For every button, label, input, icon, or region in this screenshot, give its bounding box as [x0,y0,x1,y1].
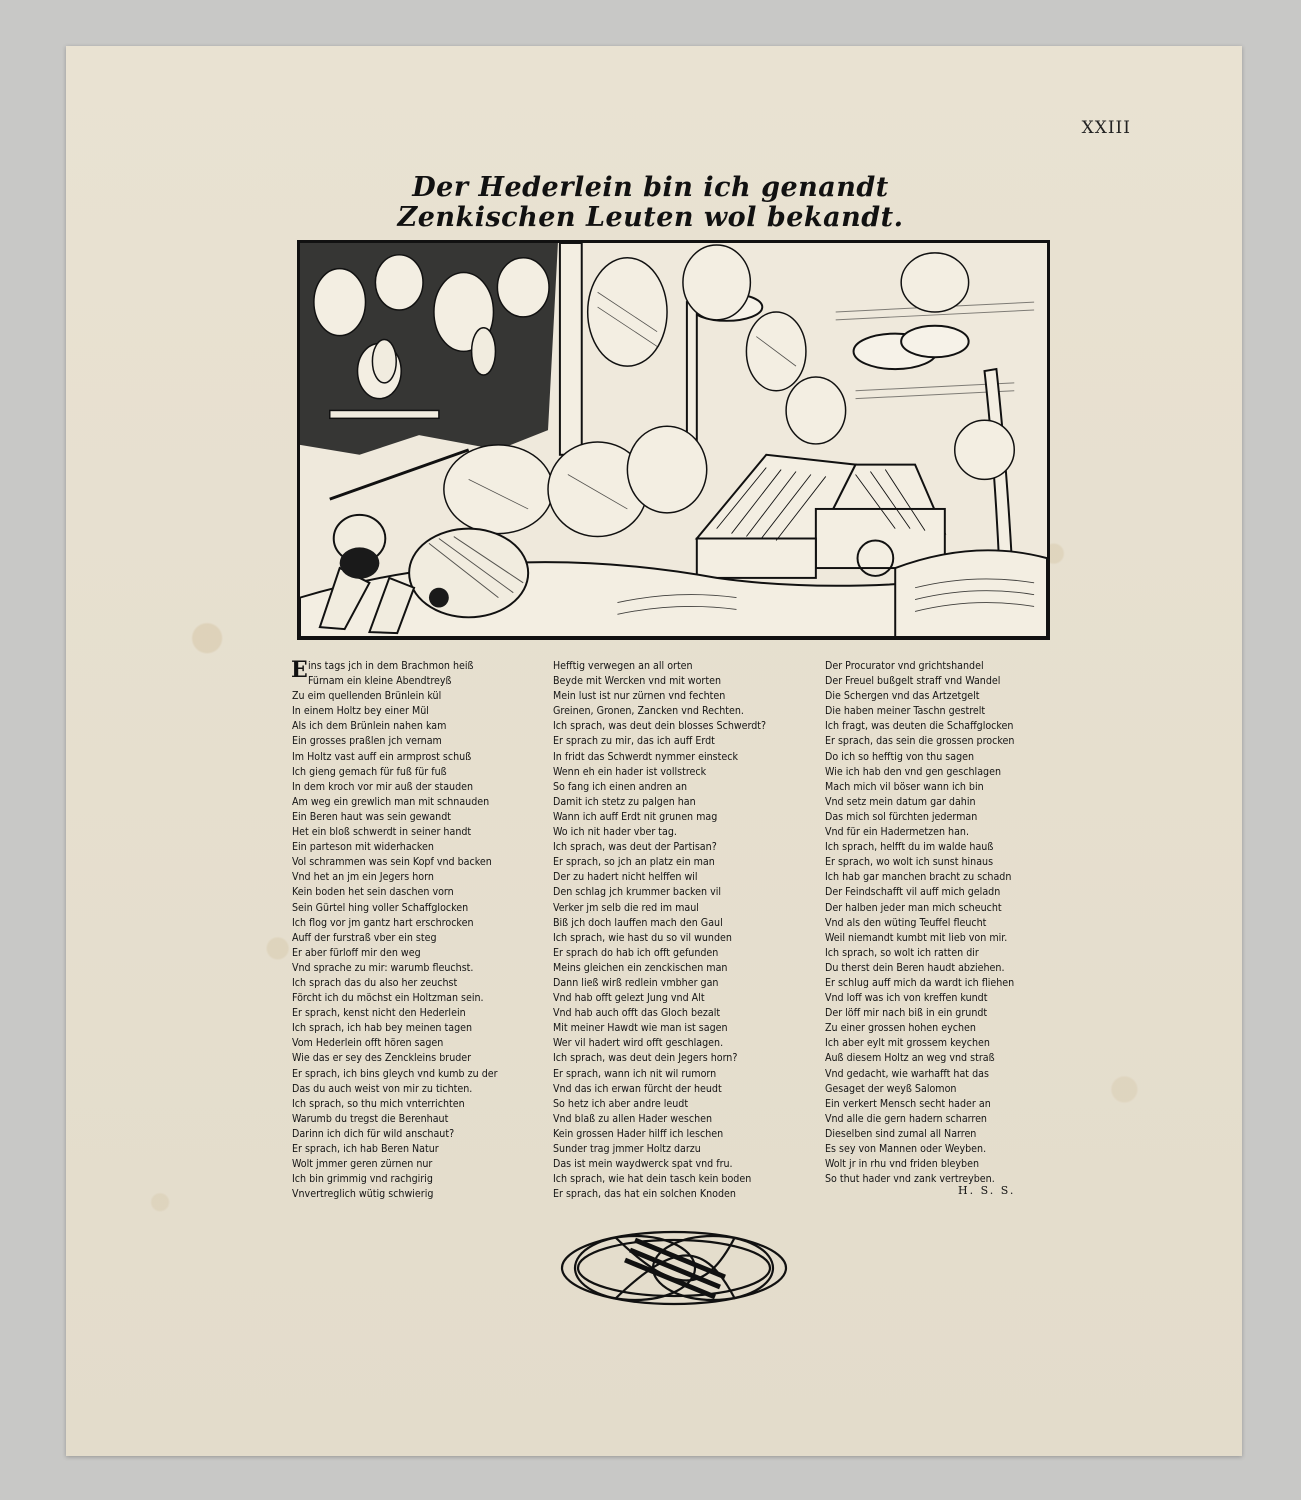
poem-line: Ein Beren haut was sein gewandt [292,810,451,823]
poem-line: Zu eim quellenden Brünlein kül [292,690,442,703]
poem-line: Sein Gürtel hing voller Schaffglocken [292,901,469,914]
poem-line: Vnvertreglich wütig schwierig [292,1188,434,1201]
poem-line: Ich fragt, was deuten die Schaffglocken [825,720,1014,733]
poem-line: Ich sprach das du also her zeuchst [292,976,458,989]
poem-line: Wie das er sey des Zenckleins bruder [292,1052,472,1065]
poem-line: Ich sprach, wie hast du so vil wunden [553,931,732,944]
poem-line: Der halben jeder man mich scheucht [825,901,1002,914]
poem-line: Mit meiner Hawdt wie man ist sagen [553,1022,728,1035]
woodcut-landscape-image [300,243,1047,637]
poem-line: Ich sprach, was deut dein Jegers horn? [553,1052,738,1065]
poem-line: ins tags jch in dem Brachmon heiß [308,660,474,672]
poem-line: So fang ich einen andren an [553,780,688,793]
poem-line: Sunder trag jmmer Holtz darzu [553,1143,701,1155]
poem-line: Hefftig verwegen an all orten [553,660,693,672]
poem-line: Dann ließ wirß redlein vmbher gan [553,976,719,989]
poem-line: Förcht ich du möchst ein Holtzman sein. [292,992,484,1005]
poem-line: Ich sprach, so wolt ich ratten dir [825,946,979,959]
poem-line: Er sprach, das sein die grossen procken [825,735,1015,748]
poem-line: Ich sprach, wie hat dein tasch kein boden [553,1173,752,1186]
poem-line: Er sprach, so jch an platz ein man [553,856,715,869]
poem-line: Als ich dem Brünlein nahen kam [292,720,447,733]
poem-column-2 [553,659,766,1202]
poem-line: Das du auch weist von mir zu tichten. [292,1082,473,1095]
poem-line: Warumb du tregst die Berenhaut [292,1112,449,1125]
poem-line: Er sprach zu mir, das ich auff Erdt [553,735,715,748]
poem-column-3 [825,659,1014,1187]
poem-line: Auß diesem Holtz an weg vnd straß [825,1052,995,1065]
poem-line: Vnd loff was ich von kreffen kundt [825,992,988,1005]
poem-line: Den schlag jch krummer backen vil [553,886,722,899]
poem-line: Ich hab gar manchen bracht zu schadn [825,871,1012,884]
poem-line: Er sprach do hab ich offt gefunden [553,946,719,959]
poem-line: Fürnam ein kleine Abendtreyß [308,675,452,688]
poem-line: Wo ich nit hader vber tag. [553,826,677,839]
poem-line: Ich aber eylt mit grossem keychen [825,1037,990,1050]
poem-line: Wolt jr in rhu vnd friden bleyben [825,1158,980,1171]
poem-line: Wann ich auff Erdt nit grunen mag [553,810,718,823]
woodcut-illustration [297,240,1050,640]
poem-line: Er aber fürloff mir den weg [292,946,421,959]
poem-line: Verker jm selb die red im maul [553,901,699,914]
poem-line: Greinen, Gronen, Zancken vnd Rechten. [553,705,744,718]
poem-line: Dieselben sind zumal all Narren [825,1127,977,1140]
poem-line: Biß jch doch lauffen mach den Gaul [553,916,723,929]
poem-line: Ein verkert Mensch secht hader an [825,1097,991,1110]
poem-line: Ich gieng gemach für fuß für fuß [292,765,447,778]
poem-line: So hetz ich aber andre leudt [553,1097,689,1110]
poem-line: Meins gleichen ein zenckischen man [553,961,728,974]
poem-line: Mach mich vil böser wann ich bin [825,780,984,793]
poem-line: Die Schergen vnd das Artzetgelt [825,690,980,703]
poem-line: Im Holtz vast auff ein armprost schuß [292,750,472,763]
poem-line: Darinn ich dich für wild anschaut? [292,1127,455,1140]
poem-line: Kein grossen Hader hilff ich leschen [553,1127,724,1140]
poem-line: Der Freuel bußgelt straff vnd Wandel [825,675,1001,688]
poem-line: Der löff mir nach biß in ein grundt [825,1007,988,1020]
poem-line: Vnd het an jm ein Jegers horn [292,871,434,884]
poem-line: Vnd als den wüting Teuffel fleucht [825,916,987,929]
calligraphic-flourish-ornament [555,1225,793,1311]
poem-line: Er schlug auff mich da wardt ich fliehen [825,976,1015,989]
poem-line: Das ist mein waydwerck spat vnd fru. [553,1158,733,1171]
poem-line: Ein parteson mit widerhacken [292,841,434,854]
title-line-1: Der Hederlein bin ich genandt [412,172,889,203]
poem-line: Ich sprach, was deut der Partisan? [553,841,717,854]
poem-line: Ein grosses praßlen jch vernam [292,735,442,748]
poem-line: Am weg ein grewlich man mit schnauden [292,795,490,808]
poem-line: Gesaget der weyß Salomon [825,1082,957,1095]
poem-line: Zu einer grossen hohen eychen [825,1022,976,1035]
poem-line: Vnd hab auch offt das Gloch bezalt [553,1007,721,1020]
poem-line: Vom Hederlein offt hören sagen [292,1037,444,1050]
poem-column-1 [292,659,498,1202]
title-line-2: Zenkischen Leuten wol bekandt. [397,202,904,233]
poem-line: Wer vil hadert wird offt geschlagen. [553,1037,724,1050]
poem-line: Er sprach, ich bins gleych vnd kumb zu der [292,1067,498,1080]
poem-line: Er sprach, wann ich nit wil rumorn [553,1067,717,1080]
poem-line: Du therst dein Beren haudt abziehen. [825,961,1005,974]
poem-line: Vnd gedacht, wie warhafft hat das [825,1067,989,1080]
poem-line: So thut hader vnd zank vertreyben. [825,1173,995,1186]
poem-line: Auff der furstraß vber ein steg [292,931,437,944]
poem-line: Der Procurator vnd grichtshandel [825,660,984,672]
poem-line: Ich flog vor jm gantz hart erschrocken [292,916,474,929]
poem-line: Vnd alle die gern hadern scharren [825,1112,987,1125]
poem-line: Er sprach, wo wolt ich sunst hinaus [825,856,994,869]
poem-line: Vnd für ein Hadermetzen han. [825,826,969,839]
poem-line: Mein lust ist nur zürnen vnd fechten [553,690,726,703]
poem-line: Wolt jmmer geren zürnen nur [292,1158,433,1171]
poem-line: Die haben meiner Taschn gestrelt [825,705,986,718]
poem-line: Der Feindschafft vil auff mich geladn [825,886,1001,899]
author-signature: H. S. S. [958,1184,1016,1197]
poem-line: Er sprach, kenst nicht den Hederlein [292,1007,466,1020]
poem-line: Vnd sprache zu mir: warumb fleuchst. [292,961,474,974]
poem-line: Weil niemandt kumbt mit lieb von mir. [825,931,1008,944]
poem-line: Ich bin grimmig vnd rachgirig [292,1173,433,1186]
poem-line: Es sey von Mannen oder Weyben. [825,1143,987,1155]
poem-line: Do ich so hefftig von thu sagen [825,750,975,763]
poem-line: Er sprach, ich hab Beren Natur [292,1143,439,1155]
poem-line: Ich sprach, so thu mich vnterrichten [292,1097,465,1110]
poem-line: Das mich sol fürchten jederman [825,810,978,823]
poem-line: In einem Holtz bey einer Mül [292,705,429,718]
page-number: XXIII [1081,118,1131,138]
poem-line: Wenn eh ein hader ist vollstreck [553,765,707,778]
poem-line: Kein boden het sein daschen vorn [292,886,454,899]
poem-line: Vnd das ich erwan fürcht der heudt [553,1082,722,1095]
poem-line: Der zu hadert nicht helffen wil [553,871,698,884]
poem-line: Ich sprach, ich hab bey meinen tagen [292,1022,473,1035]
poem-line: Ich sprach, helfft du im walde hauß [825,841,994,854]
poem-line: Beyde mit Wercken vnd mit worten [553,675,721,688]
poem-line: In fridt das Schwerdt nymmer einsteck [553,750,738,763]
poem-line: In dem kroch vor mir auß der stauden [292,780,474,793]
poem-line: Damit ich stetz zu palgen han [553,795,696,808]
poem-line: Ich sprach, was deut dein blosses Schwerdt? [553,720,767,733]
poem-line: Het ein bloß schwerdt in seiner handt [292,826,472,839]
drop-cap-initial: E [291,657,308,683]
poem-line: Vnd setz mein datum gar dahin [825,795,976,808]
poem-line: Vnd hab offt gelezt Jung vnd Alt [553,992,705,1005]
poem-line: Wie ich hab den vnd gen geschlagen [825,765,1001,778]
poem-line: Vnd blaß zu allen Hader weschen [553,1112,713,1125]
poem-line: Er sprach, das hat ein solchen Knoden [553,1188,736,1201]
poem-line: Vol schrammen was sein Kopf vnd backen [292,856,492,869]
